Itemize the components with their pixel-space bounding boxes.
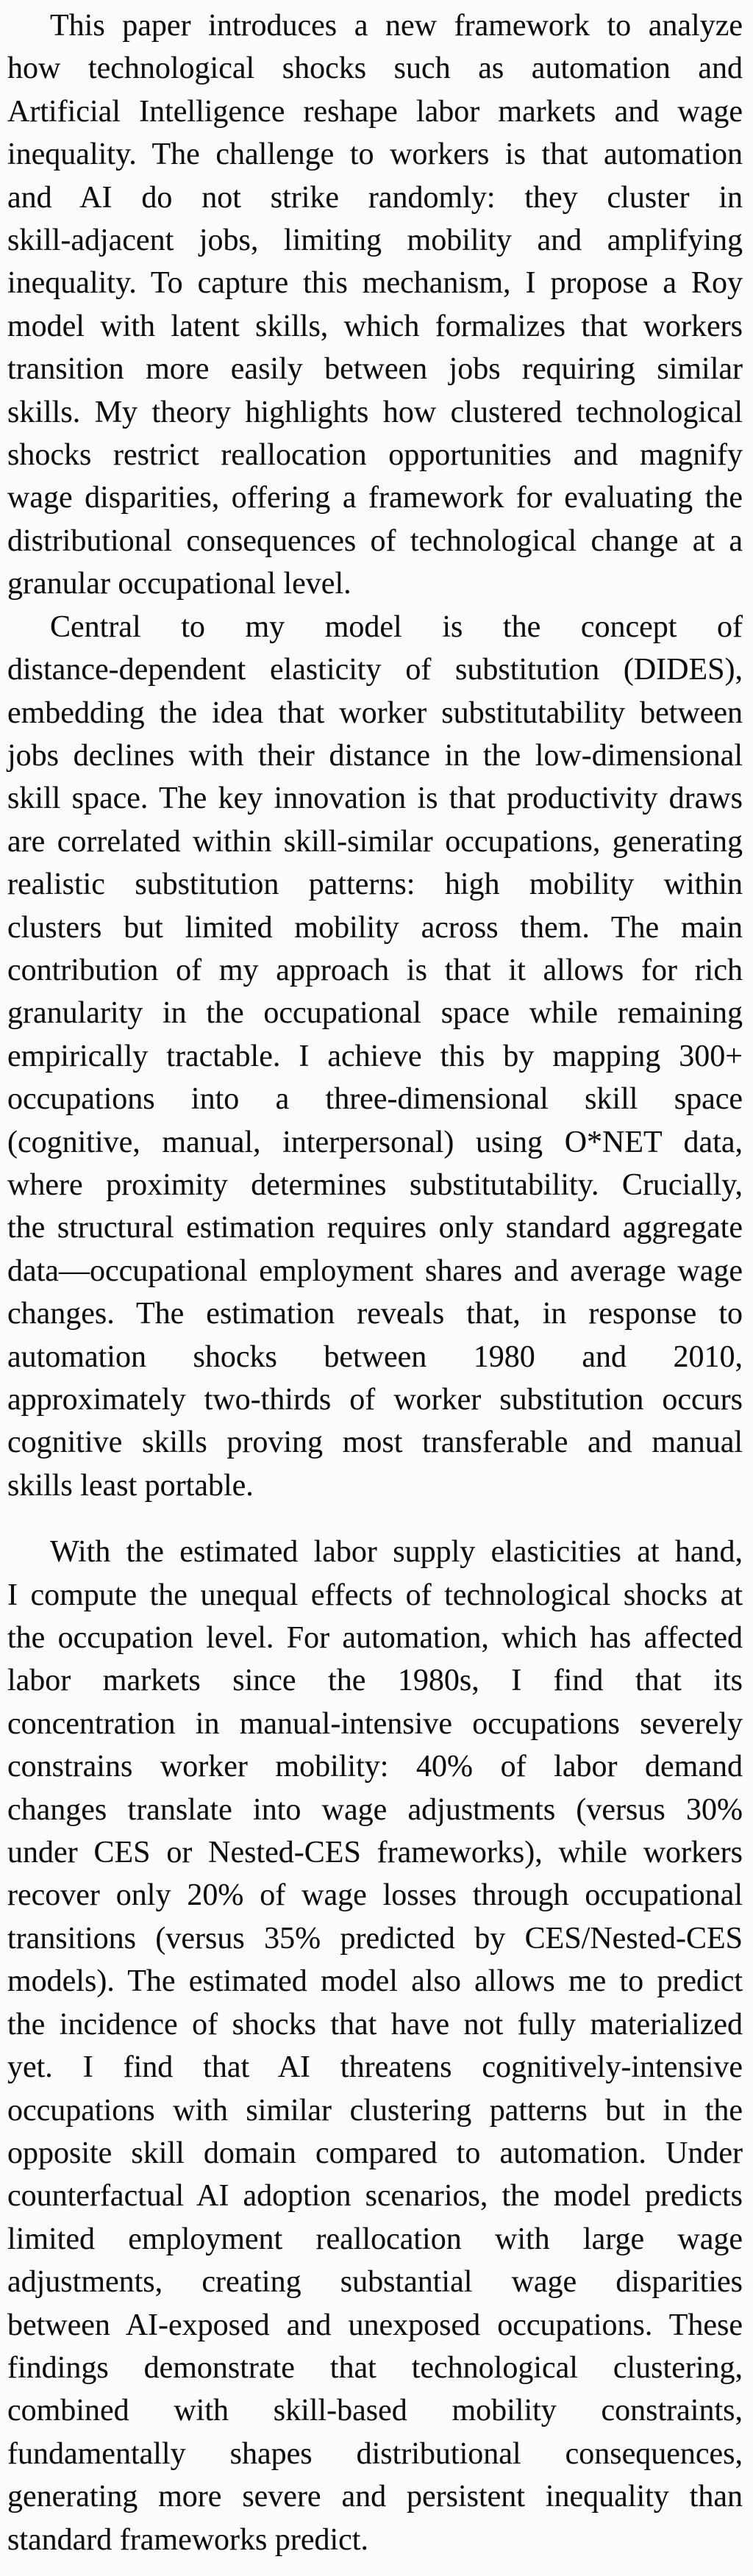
text-line: granularity in the occupational space while remaining <box>7 996 743 1031</box>
text-line: I compute the unequal effects of technological shocks at <box>7 1578 743 1612</box>
text-line: embedding the idea that worker substitutability between <box>7 695 743 730</box>
text-line: the occupation level. For automation, which has affected <box>7 1621 743 1656</box>
text-line: changes. The estimation reveals that, in response to <box>7 1297 743 1331</box>
abstract-paragraph-1 <box>7 4 743 606</box>
text-line: occupations with similar clustering patterns but in the <box>7 2093 743 2128</box>
text-line: between AI-exposed and unexposed occupations. These <box>7 2308 743 2342</box>
text-line: inequality. To capture this mechanism, I propose a Roy <box>7 266 743 301</box>
text-line: combined with skill-based mobility constraints, <box>7 2394 743 2428</box>
text-line: Central to my model is the concept of <box>50 609 743 644</box>
text-line: standard frameworks predict. <box>7 2522 368 2557</box>
text-line: how technological shocks such as automation and <box>7 51 743 86</box>
text-line: cognitive skills proving most transferable and manual <box>7 1425 743 1460</box>
text-line: opposite skill domain compared to automation. Under <box>7 2136 743 2170</box>
text-line: limited employment reallocation with large wage <box>7 2222 743 2256</box>
text-line: distributional consequences of technological change at a <box>7 523 743 558</box>
text-line: model with latent skills, which formalizes that workers <box>7 309 743 343</box>
abstract-paragraph-3 <box>7 1531 743 2561</box>
text-line: skills. My theory highlights how clustered technological <box>7 395 743 429</box>
text-line: (cognitive, manual, interpersonal) using O*NET data, <box>7 1125 743 1159</box>
text-line: fundamentally shapes distributional consequences, <box>7 2436 743 2471</box>
text-line: generating more severe and persistent inequality than <box>7 2480 743 2514</box>
text-line: transition more easily between jobs requiring similar <box>7 352 743 387</box>
text-line: skills least portable. <box>7 1468 254 1503</box>
text-line: labor markets since the 1980s, I find that its <box>7 1664 743 1698</box>
text-line: automation shocks between 1980 and 2010, <box>7 1339 743 1374</box>
text-line: empirically tractable. I achieve this by mapping 300+ <box>7 1039 743 1073</box>
text-line: clusters but limited mobility across them. The main <box>7 910 743 945</box>
text-line: jobs declines with their distance in the low-dimensional <box>7 738 743 773</box>
text-line: are correlated within skill-similar occupations, generating <box>7 824 743 859</box>
text-line: adjustments, creating substantial wage disparities <box>7 2265 743 2300</box>
text-line: findings demonstrate that technological clustering, <box>7 2350 743 2385</box>
text-line: distance-dependent elasticity of substitution (DIDES), <box>7 653 743 687</box>
text-line: the structural estimation requires only standard aggregate <box>7 1211 743 1245</box>
text-line: and AI do not strike randomly: they cluster in <box>7 180 743 215</box>
text-line: This paper introduces a new framework to analyze <box>50 9 743 43</box>
text-line: approximately two-thirds of worker substitution occurs <box>7 1383 743 1417</box>
text-line: wage disparities, offering a framework for evaluating the <box>7 481 743 515</box>
abstract-paragraph-2 <box>7 606 743 1508</box>
text-line: recover only 20% of wage losses through occupational <box>7 1878 743 1913</box>
text-line: transitions (versus 35% predicted by CES/Nested-CES <box>7 1921 743 1956</box>
text-line: inequality. The challenge to workers is that automation <box>7 137 743 172</box>
text-line: where proximity determines substitutability. Crucially, <box>7 1167 743 1202</box>
text-line: counterfactual AI adoption scenarios, the model predicts <box>7 2179 743 2214</box>
text-line: contribution of my approach is that it allows for rich <box>7 953 743 987</box>
text-line: models). The estimated model also allows me to predict <box>7 1964 743 1999</box>
text-line: yet. I find that AI threatens cognitively-intensive <box>7 2050 743 2085</box>
text-line: constrains worker mobility: 40% of labor demand <box>7 1750 743 1784</box>
text-line: concentration in manual-intensive occupations severely <box>7 1706 743 1741</box>
text-line: under CES or Nested-CES frameworks), while workers <box>7 1836 743 1870</box>
text-line: realistic substitution patterns: high mobility within <box>7 867 743 902</box>
text-line: granular occupational level. <box>7 567 351 601</box>
text-line: the incidence of shocks that have not fully materialized <box>7 2007 743 2042</box>
text-line: skill space. The key innovation is that productivity draws <box>7 781 743 816</box>
text-line: changes translate into wage adjustments (versus 30% <box>7 1792 743 1827</box>
text-line: data—occupational employment shares and average wage <box>7 1253 743 1288</box>
text-line: With the estimated labor supply elasticities at hand, <box>50 1535 743 1570</box>
text-line: occupations into a three-dimensional skill space <box>7 1082 743 1117</box>
text-line: shocks restrict reallocation opportunities and magnify <box>7 438 743 473</box>
text-line: Artificial Intelligence reshape labor markets and wage <box>7 94 743 129</box>
text-line: skill-adjacent jobs, limiting mobility and amplifying <box>7 223 743 258</box>
